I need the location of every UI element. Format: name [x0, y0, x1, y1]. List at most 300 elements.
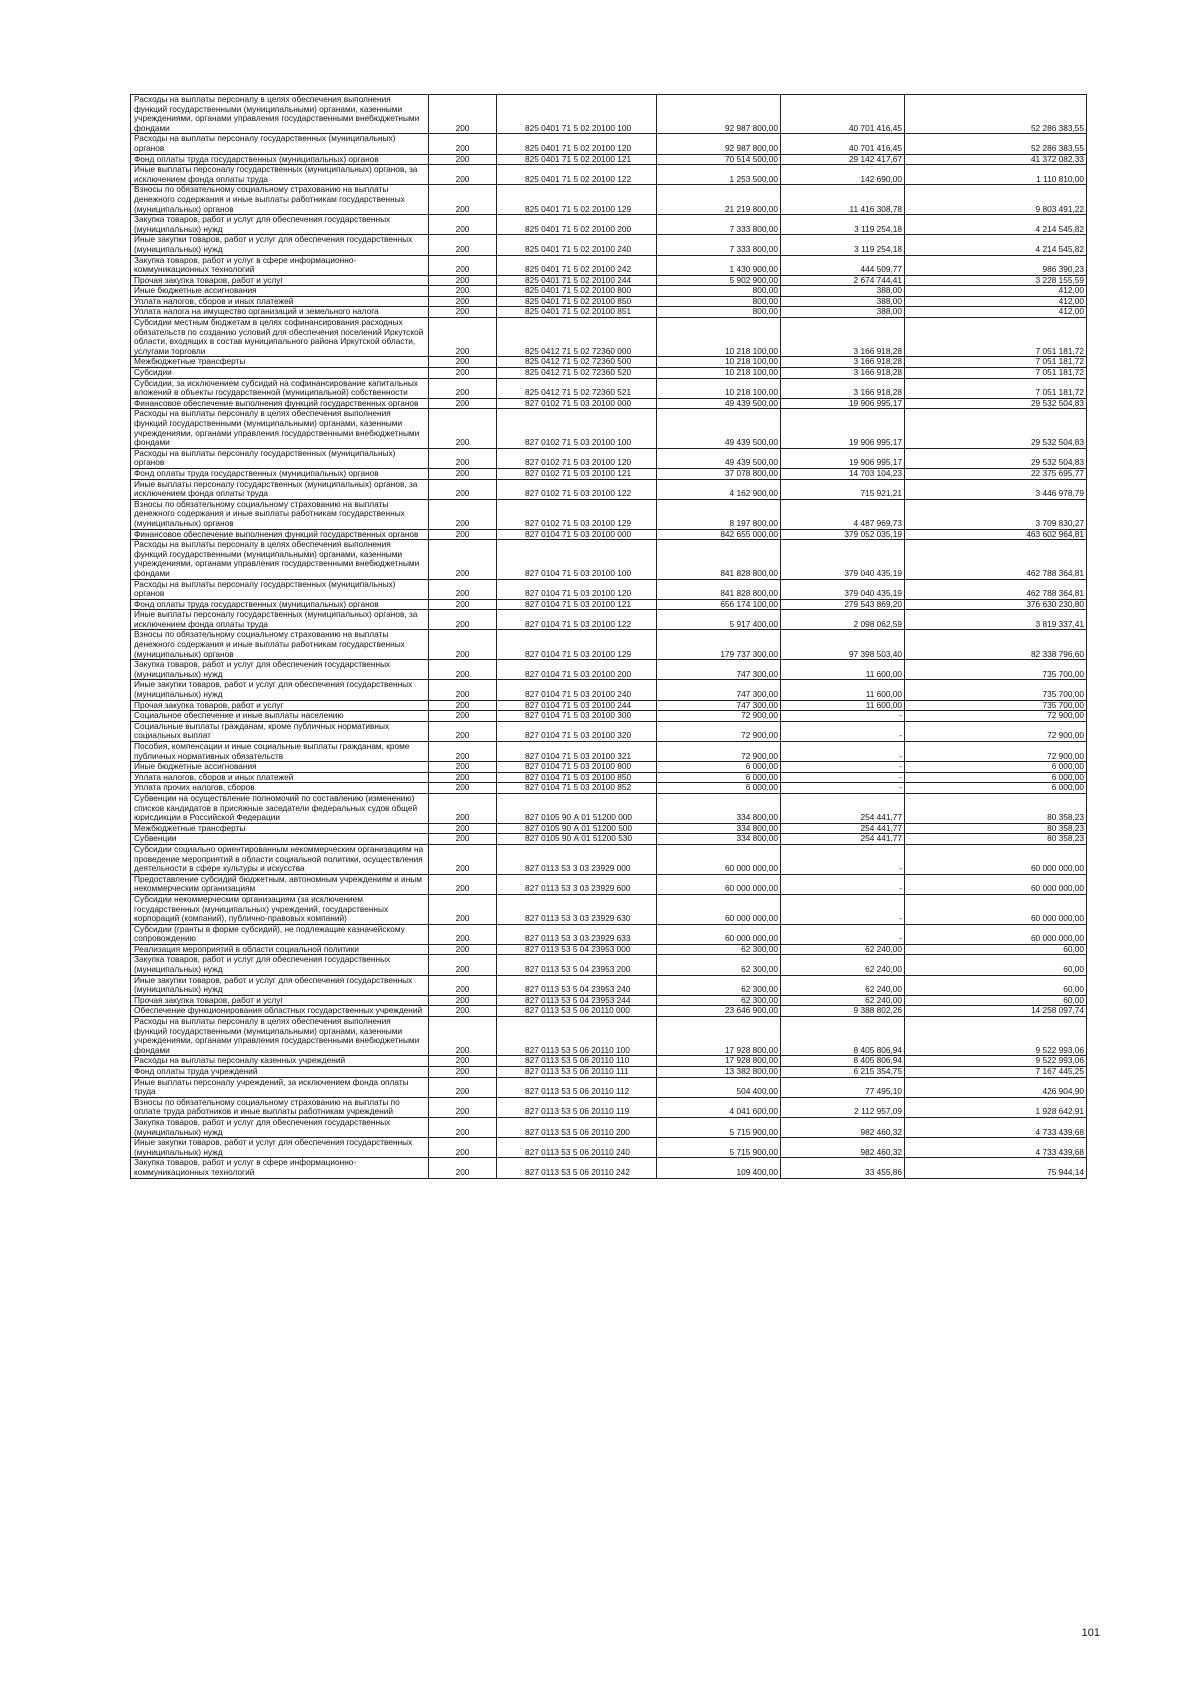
- row-code: 200: [429, 700, 497, 711]
- row-unexecuted-amount: 75 944,14: [905, 1158, 1087, 1178]
- row-code: 200: [429, 742, 497, 762]
- row-approved-amount: 49 439 500,00: [657, 398, 781, 409]
- row-unexecuted-amount: 7 167 445,25: [905, 1067, 1087, 1078]
- row-unexecuted-amount: 14 258 097,74: [905, 1006, 1087, 1017]
- row-code: 200: [429, 944, 497, 955]
- row-approved-amount: 6 000,00: [657, 762, 781, 773]
- row-approved-amount: 747 300,00: [657, 680, 781, 700]
- row-unexecuted-amount: 29 532 504,83: [905, 398, 1087, 409]
- row-code: 200: [429, 1056, 497, 1067]
- table-row: [131, 823, 1087, 834]
- row-code: 200: [429, 1117, 497, 1137]
- row-approved-amount: 5 715 900,00: [657, 1117, 781, 1137]
- row-code: 200: [429, 599, 497, 610]
- row-budget-code: 827 0104 71 5 03 20100 122: [497, 610, 657, 630]
- row-executed-amount: 11 416 308,78: [781, 185, 905, 215]
- row-name: Расходы на выплаты персоналу в целях обеспечения выполнения функций государственными (муниципальными) органами, казенными учреждениями, органами управления государственными внебюджетными фондами: [131, 540, 429, 579]
- row-executed-amount: -: [781, 772, 905, 783]
- row-unexecuted-amount: 7 051 181,72: [905, 378, 1087, 398]
- row-approved-amount: 62 300,00: [657, 944, 781, 955]
- row-budget-code: 827 0113 53 3 03 23929 600: [497, 874, 657, 894]
- row-approved-amount: 37 078 800,00: [657, 468, 781, 479]
- row-budget-code: 827 0113 53 5 06 20110 200: [497, 1117, 657, 1137]
- row-executed-amount: 3 166 918,28: [781, 318, 905, 357]
- row-executed-amount: -: [781, 762, 905, 773]
- row-executed-amount: -: [781, 742, 905, 762]
- row-approved-amount: 800,00: [657, 296, 781, 307]
- row-name: Иные закупки товаров, работ и услуг для обеспечения государственных (муниципальных) нужд: [131, 975, 429, 995]
- row-unexecuted-amount: 7 051 181,72: [905, 318, 1087, 357]
- table-row: [131, 529, 1087, 540]
- row-code: 200: [429, 1077, 497, 1097]
- row-approved-amount: 6 000,00: [657, 772, 781, 783]
- row-code: 200: [429, 823, 497, 834]
- row-code: 200: [429, 235, 497, 255]
- row-budget-code: 825 0401 71 5 02 20100 200: [497, 215, 657, 235]
- row-code: 200: [429, 1158, 497, 1178]
- table-row: [131, 630, 1087, 660]
- row-code: 200: [429, 318, 497, 357]
- row-budget-code: 825 0401 71 5 02 20100 244: [497, 275, 657, 286]
- row-name: Уплата налога на имущество организаций и земельного налога: [131, 307, 429, 318]
- row-unexecuted-amount: 412,00: [905, 286, 1087, 297]
- row-name: Фонд оплаты труда государственных (муниципальных) органов: [131, 154, 429, 165]
- row-budget-code: 827 0104 71 5 03 20100 850: [497, 772, 657, 783]
- row-code: 200: [429, 357, 497, 368]
- row-code: 200: [429, 540, 497, 579]
- row-approved-amount: 60 000 000,00: [657, 894, 781, 924]
- row-executed-amount: -: [781, 721, 905, 741]
- row-unexecuted-amount: 72 900,00: [905, 721, 1087, 741]
- row-approved-amount: 60 000 000,00: [657, 924, 781, 944]
- row-name: Субсидии: [131, 368, 429, 379]
- row-code: 200: [429, 185, 497, 215]
- row-code: 200: [429, 286, 497, 297]
- row-unexecuted-amount: 29 532 504,83: [905, 409, 1087, 448]
- table-row: [131, 215, 1087, 235]
- row-approved-amount: 334 800,00: [657, 793, 781, 823]
- table-row: [131, 185, 1087, 215]
- row-budget-code: 827 0113 53 5 06 20110 110: [497, 1056, 657, 1067]
- row-budget-code: 827 0104 71 5 03 20100 244: [497, 700, 657, 711]
- row-budget-code: 827 0104 71 5 03 20100 321: [497, 742, 657, 762]
- row-unexecuted-amount: 80 358,23: [905, 834, 1087, 845]
- row-unexecuted-amount: 82 338 796,60: [905, 630, 1087, 660]
- row-executed-amount: -: [781, 844, 905, 874]
- row-executed-amount: 3 166 918,28: [781, 378, 905, 398]
- row-code: 200: [429, 610, 497, 630]
- table-row: [131, 610, 1087, 630]
- row-code: 200: [429, 134, 497, 154]
- row-approved-amount: 72 900,00: [657, 742, 781, 762]
- row-name: Фонд оплаты труда учреждений: [131, 1067, 429, 1078]
- table-row: [131, 772, 1087, 783]
- row-executed-amount: 2 674 744,41: [781, 275, 905, 286]
- row-name: Финансовое обеспечение выполнения функций государственных органов: [131, 529, 429, 540]
- row-approved-amount: 60 000 000,00: [657, 844, 781, 874]
- row-budget-code: 827 0104 71 5 03 20100 121: [497, 599, 657, 610]
- row-unexecuted-amount: 52 286 383,55: [905, 95, 1087, 134]
- table-row: [131, 1056, 1087, 1067]
- table-row: [131, 165, 1087, 185]
- row-unexecuted-amount: 60 000 000,00: [905, 844, 1087, 874]
- row-unexecuted-amount: 80 358,23: [905, 793, 1087, 823]
- table-row: [131, 975, 1087, 995]
- row-unexecuted-amount: 735 700,00: [905, 680, 1087, 700]
- row-code: 200: [429, 1097, 497, 1117]
- row-budget-code: 827 0113 53 5 06 20110 100: [497, 1017, 657, 1056]
- row-code: 200: [429, 924, 497, 944]
- row-unexecuted-amount: 60,00: [905, 975, 1087, 995]
- table-row: [131, 235, 1087, 255]
- row-budget-code: 827 0104 71 5 03 20100 129: [497, 630, 657, 660]
- table-row: [131, 357, 1087, 368]
- row-approved-amount: 70 514 500,00: [657, 154, 781, 165]
- row-code: 200: [429, 398, 497, 409]
- row-name: Расходы на выплаты персоналу казенных учреждений: [131, 1056, 429, 1067]
- row-name: Межбюджетные трансферты: [131, 823, 429, 834]
- row-approved-amount: 72 900,00: [657, 711, 781, 722]
- table-row: [131, 874, 1087, 894]
- table-row: [131, 540, 1087, 579]
- row-unexecuted-amount: 9 522 993,06: [905, 1017, 1087, 1056]
- row-code: 200: [429, 1017, 497, 1056]
- row-code: 200: [429, 95, 497, 134]
- table-row: [131, 368, 1087, 379]
- row-budget-code: 825 0401 71 5 02 20100 100: [497, 95, 657, 134]
- row-name: Расходы на выплаты персоналу в целях обеспечения выполнения функций государственными (муниципальными) органами, казенными учреждениями, органами управления государственными внебюджетными фондами: [131, 409, 429, 448]
- row-unexecuted-amount: 9 522 993,06: [905, 1056, 1087, 1067]
- row-code: 200: [429, 783, 497, 794]
- row-code: 200: [429, 479, 497, 499]
- table-row: [131, 955, 1087, 975]
- row-budget-code: 827 0113 53 5 06 20110 240: [497, 1138, 657, 1158]
- row-executed-amount: 715 921,21: [781, 479, 905, 499]
- row-code: 200: [429, 154, 497, 165]
- row-approved-amount: 62 300,00: [657, 955, 781, 975]
- row-budget-code: 827 0104 71 5 03 20100 300: [497, 711, 657, 722]
- row-unexecuted-amount: 4 214 545,82: [905, 215, 1087, 235]
- row-name: Иные выплаты персоналу учреждений, за исключением фонда оплаты труда: [131, 1077, 429, 1097]
- row-name: Расходы на выплаты персоналу в целях обеспечения выполнения функций государственными (муниципальными) органами, казенными учреждениями, органами управления государственными внебюджетными фондами: [131, 1017, 429, 1056]
- table-row: [131, 378, 1087, 398]
- row-code: 200: [429, 874, 497, 894]
- row-executed-amount: 33 455,86: [781, 1158, 905, 1178]
- row-unexecuted-amount: 463 602 964,81: [905, 529, 1087, 540]
- row-name: Закупка товаров, работ и услуг в сфере информационно-коммуникационных технологий: [131, 1158, 429, 1178]
- row-unexecuted-amount: 412,00: [905, 296, 1087, 307]
- table-row: [131, 1067, 1087, 1078]
- row-approved-amount: 504 400,00: [657, 1077, 781, 1097]
- row-unexecuted-amount: 29 532 504,83: [905, 448, 1087, 468]
- row-name: Иные бюджетные ассигнования: [131, 762, 429, 773]
- table-row: [131, 409, 1087, 448]
- table-row: [131, 680, 1087, 700]
- table-row: [131, 255, 1087, 275]
- row-executed-amount: 14 703 104,23: [781, 468, 905, 479]
- row-budget-code: 825 0401 71 5 02 20100 242: [497, 255, 657, 275]
- row-name: Субсидии, за исключением субсидий на софинансирование капитальных вложений в объекты государственной (муниципальной) собственности: [131, 378, 429, 398]
- row-name: Взносы по обязательному социальному страхованию на выплаты денежного содержания и иные выплаты работникам государственных (муниципальных) органов: [131, 499, 429, 529]
- row-budget-code: 825 0401 71 5 02 20100 121: [497, 154, 657, 165]
- row-approved-amount: 62 300,00: [657, 995, 781, 1006]
- row-name: Уплата налогов, сборов и иных платежей: [131, 772, 429, 783]
- row-unexecuted-amount: 4 733 439,68: [905, 1138, 1087, 1158]
- row-code: 200: [429, 772, 497, 783]
- row-approved-amount: 109 400,00: [657, 1158, 781, 1178]
- row-executed-amount: 2 112 957,09: [781, 1097, 905, 1117]
- row-executed-amount: 19 906 995,17: [781, 398, 905, 409]
- row-budget-code: 827 0104 71 5 03 20100 200: [497, 660, 657, 680]
- row-budget-code: 827 0102 71 5 03 20100 122: [497, 479, 657, 499]
- row-name: Взносы по обязательному социальному страхованию на выплаты денежного содержания и иные выплаты работникам государственных (муниципальных) органов: [131, 630, 429, 660]
- row-budget-code: 827 0104 71 5 03 20100 240: [497, 680, 657, 700]
- row-name: Субсидии (гранты в форме субсидий), не подлежащие казначейскому сопровождению: [131, 924, 429, 944]
- row-unexecuted-amount: 52 286 383,55: [905, 134, 1087, 154]
- row-unexecuted-amount: 60 000 000,00: [905, 924, 1087, 944]
- row-executed-amount: 4 487 969,73: [781, 499, 905, 529]
- row-unexecuted-amount: 22 375 695,77: [905, 468, 1087, 479]
- row-executed-amount: 388,00: [781, 286, 905, 297]
- row-code: 200: [429, 711, 497, 722]
- row-unexecuted-amount: 376 630 230,80: [905, 599, 1087, 610]
- row-unexecuted-amount: 426 904,90: [905, 1077, 1087, 1097]
- row-executed-amount: 388,00: [781, 307, 905, 318]
- table-row: [131, 924, 1087, 944]
- row-code: 200: [429, 579, 497, 599]
- row-executed-amount: 254 441,77: [781, 823, 905, 834]
- row-name: Расходы на выплаты персоналу государственных (муниципальных) органов: [131, 134, 429, 154]
- row-budget-code: 827 0104 71 5 03 20100 100: [497, 540, 657, 579]
- row-name: Пособия, компенсации и иные социальные выплаты гражданам, кроме публичных нормативных обязательств: [131, 742, 429, 762]
- row-unexecuted-amount: 1 928 642,91: [905, 1097, 1087, 1117]
- row-code: 200: [429, 1138, 497, 1158]
- row-name: Финансовое обеспечение выполнения функций государственных органов: [131, 398, 429, 409]
- row-code: 200: [429, 995, 497, 1006]
- row-approved-amount: 72 900,00: [657, 721, 781, 741]
- row-executed-amount: 2 098 062,59: [781, 610, 905, 630]
- table-row: [131, 660, 1087, 680]
- row-budget-code: 827 0102 71 5 03 20100 100: [497, 409, 657, 448]
- row-approved-amount: 334 800,00: [657, 834, 781, 845]
- row-budget-code: 827 0113 53 3 03 23929 630: [497, 894, 657, 924]
- row-code: 200: [429, 762, 497, 773]
- row-code: 200: [429, 630, 497, 660]
- table-row: [131, 468, 1087, 479]
- table-row: [131, 894, 1087, 924]
- row-executed-amount: 3 119 254,18: [781, 235, 905, 255]
- table-row: [131, 448, 1087, 468]
- row-unexecuted-amount: 60 000 000,00: [905, 894, 1087, 924]
- row-executed-amount: 8 405 806,94: [781, 1017, 905, 1056]
- row-unexecuted-amount: 60,00: [905, 955, 1087, 975]
- table-row: [131, 1006, 1087, 1017]
- row-executed-amount: 3 166 918,28: [781, 357, 905, 368]
- row-code: 200: [429, 975, 497, 995]
- row-approved-amount: 62 300,00: [657, 975, 781, 995]
- row-executed-amount: -: [781, 894, 905, 924]
- row-budget-code: 827 0113 53 5 04 23953 000: [497, 944, 657, 955]
- row-approved-amount: 800,00: [657, 286, 781, 297]
- row-name: Прочая закупка товаров, работ и услуг: [131, 700, 429, 711]
- row-approved-amount: 5 917 400,00: [657, 610, 781, 630]
- row-executed-amount: 97 398 503,40: [781, 630, 905, 660]
- row-executed-amount: 62 240,00: [781, 944, 905, 955]
- row-approved-amount: 17 928 800,00: [657, 1056, 781, 1067]
- row-name: Расходы на выплаты персоналу государственных (муниципальных) органов: [131, 579, 429, 599]
- row-budget-code: 827 0113 53 5 04 23953 240: [497, 975, 657, 995]
- row-approved-amount: 4 041 600,00: [657, 1097, 781, 1117]
- row-name: Расходы на выплаты персоналу государственных (муниципальных) органов: [131, 448, 429, 468]
- row-executed-amount: 77 495,10: [781, 1077, 905, 1097]
- row-unexecuted-amount: 60,00: [905, 995, 1087, 1006]
- row-code: 200: [429, 955, 497, 975]
- row-approved-amount: 179 737 300,00: [657, 630, 781, 660]
- row-executed-amount: 3 166 918,28: [781, 368, 905, 379]
- row-budget-code: 825 0401 71 5 02 20100 851: [497, 307, 657, 318]
- row-unexecuted-amount: 6 000,00: [905, 772, 1087, 783]
- row-name: Расходы на выплаты персоналу в целях обеспечения выполнения функций государственными (муниципальными) органами, казенными учреждениями, органами управления государственными внебюджетными фондами: [131, 95, 429, 134]
- row-name: Закупка товаров, работ и услуг для обеспечения государственных (муниципальных) нужд: [131, 1117, 429, 1137]
- row-budget-code: 827 0113 53 5 06 20110 119: [497, 1097, 657, 1117]
- row-executed-amount: 142 690,00: [781, 165, 905, 185]
- row-executed-amount: 8 405 806,94: [781, 1056, 905, 1067]
- table-row: [131, 1117, 1087, 1137]
- row-name: Фонд оплаты труда государственных (муниципальных) органов: [131, 468, 429, 479]
- row-approved-amount: 4 162 900,00: [657, 479, 781, 499]
- row-executed-amount: 379 052 035,19: [781, 529, 905, 540]
- row-executed-amount: -: [781, 874, 905, 894]
- row-name: Иные выплаты персоналу государственных (муниципальных) органов, за исключением фонда оплаты труда: [131, 165, 429, 185]
- row-unexecuted-amount: 6 000,00: [905, 783, 1087, 794]
- row-name: Иные закупки товаров, работ и услуг для обеспечения государственных (муниципальных) нужд: [131, 235, 429, 255]
- row-code: 200: [429, 275, 497, 286]
- row-budget-code: 827 0113 53 5 06 20110 000: [497, 1006, 657, 1017]
- row-executed-amount: 982 460,32: [781, 1138, 905, 1158]
- row-approved-amount: 10 218 100,00: [657, 368, 781, 379]
- row-executed-amount: 254 441,77: [781, 834, 905, 845]
- row-budget-code: 827 0113 53 5 04 23953 244: [497, 995, 657, 1006]
- row-name: Закупка товаров, работ и услуг для обеспечения государственных (муниципальных) нужд: [131, 215, 429, 235]
- row-code: 200: [429, 468, 497, 479]
- row-code: 200: [429, 894, 497, 924]
- table-row: [131, 793, 1087, 823]
- table-body: [131, 95, 1087, 1179]
- row-unexecuted-amount: 4 214 545,82: [905, 235, 1087, 255]
- row-code: 200: [429, 255, 497, 275]
- row-executed-amount: 9 388 802,26: [781, 1006, 905, 1017]
- row-approved-amount: 5 715 900,00: [657, 1138, 781, 1158]
- row-unexecuted-amount: 735 700,00: [905, 700, 1087, 711]
- row-unexecuted-amount: 41 372 082,33: [905, 154, 1087, 165]
- row-code: 200: [429, 1067, 497, 1078]
- table-row: [131, 711, 1087, 722]
- row-executed-amount: 254 441,77: [781, 793, 905, 823]
- row-approved-amount: 10 218 100,00: [657, 378, 781, 398]
- row-name: Субвенции на осуществление полномочий по составлению (изменению) списков кандидатов в присяжные заседатели федеральных судов общей юрисдикции в Российской Федерации: [131, 793, 429, 823]
- row-approved-amount: 842 655 000,00: [657, 529, 781, 540]
- row-name: Иные закупки товаров, работ и услуг для обеспечения государственных (муниципальных) нужд: [131, 1138, 429, 1158]
- row-executed-amount: 40 701 416,45: [781, 95, 905, 134]
- table-row: [131, 479, 1087, 499]
- table-row: [131, 499, 1087, 529]
- row-budget-code: 825 0401 71 5 02 20100 120: [497, 134, 657, 154]
- row-approved-amount: 1 253 500,00: [657, 165, 781, 185]
- row-executed-amount: 11 600,00: [781, 660, 905, 680]
- row-code: 200: [429, 844, 497, 874]
- row-unexecuted-amount: 7 051 181,72: [905, 368, 1087, 379]
- row-approved-amount: 5 902 900,00: [657, 275, 781, 286]
- row-code: 200: [429, 368, 497, 379]
- row-unexecuted-amount: 72 900,00: [905, 711, 1087, 722]
- row-budget-code: 827 0113 53 5 06 20110 112: [497, 1077, 657, 1097]
- row-budget-code: 827 0105 90 А 01 51200 000: [497, 793, 657, 823]
- row-name: Иные выплаты персоналу государственных (муниципальных) органов, за исключением фонда оплаты труда: [131, 479, 429, 499]
- budget-execution-table: [130, 94, 1087, 1179]
- table-row: [131, 1017, 1087, 1056]
- row-unexecuted-amount: 412,00: [905, 307, 1087, 318]
- row-executed-amount: 982 460,32: [781, 1117, 905, 1137]
- row-code: 200: [429, 499, 497, 529]
- row-name: Иные выплаты персоналу государственных (муниципальных) органов, за исключением фонда оплаты труда: [131, 610, 429, 630]
- row-budget-code: 827 0113 53 5 04 23953 200: [497, 955, 657, 975]
- row-name: Уплата налогов, сборов и иных платежей: [131, 296, 429, 307]
- table-row: [131, 286, 1087, 297]
- row-name: Закупка товаров, работ и услуг для обеспечения государственных (муниципальных) нужд: [131, 955, 429, 975]
- row-code: 200: [429, 680, 497, 700]
- row-unexecuted-amount: 986 390,23: [905, 255, 1087, 275]
- row-budget-code: 827 0102 71 5 03 20100 120: [497, 448, 657, 468]
- row-name: Взносы по обязательному социальному страхованию на выплаты по оплате труда работников и иные выплаты работникам учреждений: [131, 1097, 429, 1117]
- row-executed-amount: 19 906 995,17: [781, 448, 905, 468]
- table-row: [131, 1138, 1087, 1158]
- row-budget-code: 825 0412 71 5 02 72360 500: [497, 357, 657, 368]
- row-approved-amount: 747 300,00: [657, 700, 781, 711]
- row-budget-code: 827 0104 71 5 03 20100 852: [497, 783, 657, 794]
- row-executed-amount: 279 543 869,20: [781, 599, 905, 610]
- row-unexecuted-amount: 3 228 155,59: [905, 275, 1087, 286]
- row-unexecuted-amount: 80 358,23: [905, 823, 1087, 834]
- row-budget-code: 825 0401 71 5 02 20100 850: [497, 296, 657, 307]
- row-approved-amount: 21 219 800,00: [657, 185, 781, 215]
- row-budget-code: 827 0105 90 А 01 51200 530: [497, 834, 657, 845]
- table-row: [131, 742, 1087, 762]
- row-code: 200: [429, 215, 497, 235]
- row-code: 200: [429, 529, 497, 540]
- row-executed-amount: 444 509,77: [781, 255, 905, 275]
- row-name: Закупка товаров, работ и услуг для обеспечения государственных (муниципальных) нужд: [131, 660, 429, 680]
- row-name: Субсидии местным бюджетам в целях софинансирования расходных обязательств по созданию условий для обеспечения поселений Иркутской области, входящих в состав муниципального района Иркутской области, услугами торговли: [131, 318, 429, 357]
- row-approved-amount: 60 000 000,00: [657, 874, 781, 894]
- row-unexecuted-amount: 3 709 830,27: [905, 499, 1087, 529]
- row-code: 200: [429, 1006, 497, 1017]
- row-approved-amount: 334 800,00: [657, 823, 781, 834]
- row-executed-amount: 11 600,00: [781, 700, 905, 711]
- table-row: [131, 318, 1087, 357]
- row-approved-amount: 7 333 800,00: [657, 215, 781, 235]
- row-executed-amount: 62 240,00: [781, 975, 905, 995]
- table-row: [131, 1158, 1087, 1178]
- row-budget-code: 825 0412 71 5 02 72360 000: [497, 318, 657, 357]
- table-row: [131, 995, 1087, 1006]
- row-unexecuted-amount: 3 819 337,41: [905, 610, 1087, 630]
- row-unexecuted-amount: 60 000 000,00: [905, 874, 1087, 894]
- table-row: [131, 834, 1087, 845]
- row-executed-amount: 388,00: [781, 296, 905, 307]
- row-budget-code: 827 0102 71 5 03 20100 121: [497, 468, 657, 479]
- row-name: Субвенции: [131, 834, 429, 845]
- row-unexecuted-amount: 1 110 810,00: [905, 165, 1087, 185]
